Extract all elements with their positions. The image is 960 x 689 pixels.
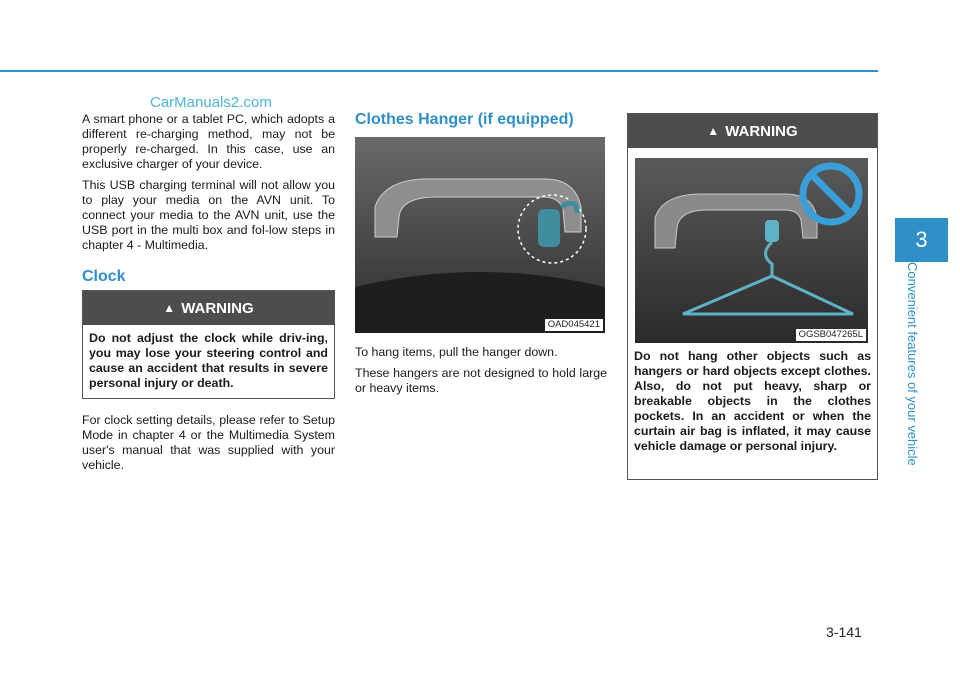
warning-triangle-icon: ▲ — [163, 301, 176, 315]
hanger-prohibition-illustration — [635, 158, 868, 343]
hanger-handle-image — [355, 137, 605, 333]
clock-warning-title: WARNING — [181, 300, 254, 317]
paragraph-usb-terminal: This USB charging terminal will not allow you to play your media on the AVN unit. To connect your media to the AVN unit, use the USB port in the multi box and fol-low steps in chapter 4 - Multimedia. — [82, 178, 335, 252]
paragraph-hanger-limit: These hangers are not designed to hold large or heavy items. — [355, 366, 607, 395]
page-number: 3-141 — [826, 624, 862, 640]
hanger-warning-box — [627, 113, 878, 480]
clock-heading: Clock — [82, 268, 126, 285]
warning-triangle-icon: ▲ — [707, 124, 720, 138]
clock-warning-text: Do not adjust the clock while driv-ing, you may lose your steering control and cause an accident that results in severe personal injury or death. — [89, 331, 328, 390]
hanger-prohibition-image — [635, 158, 868, 343]
top-rule — [0, 70, 878, 72]
paragraph-hang-items: To hang items, pull the hanger down. — [355, 345, 558, 359]
column-1 — [82, 112, 335, 479]
clothes-hanger-heading: Clothes Hanger (if equipped) — [355, 111, 574, 128]
clock-warning-header — [83, 291, 334, 325]
image-code-label: OAD045421 — [545, 319, 603, 331]
hanger-warning-title: WARNING — [725, 123, 798, 140]
hanger-warning-text: Do not hang other objects such as hangers or hard objects except clothes. Also, do not put heavy, sharp or breakable objects in the clothes pockets. In an accident or when the curtain air bag is inflated, it may cause vehicle damage or personal injury. — [634, 349, 871, 453]
clock-warning-box — [82, 290, 335, 399]
clothes-hanger-illustration — [355, 137, 605, 333]
chapter-tab: 3 — [895, 218, 948, 262]
paragraph-usb-charging: A smart phone or a tablet PC, which adopts a different re-charging method, may not be properly re-charged. In this case, use an exclusive charger of your device. — [82, 112, 335, 171]
hanger-warning-header — [628, 114, 877, 148]
column-2 — [355, 112, 607, 402]
image-code-label: OGSB047265L — [796, 329, 866, 341]
paragraph-clock-setting: For clock setting details, please refer to Setup Mode in chapter 4 or the Multimedia System user's manual that was supplied with your vehicle. — [82, 413, 335, 472]
chapter-title: Convenient features of your vehicle — [905, 262, 920, 466]
watermark: CarManuals2.com — [150, 94, 272, 111]
